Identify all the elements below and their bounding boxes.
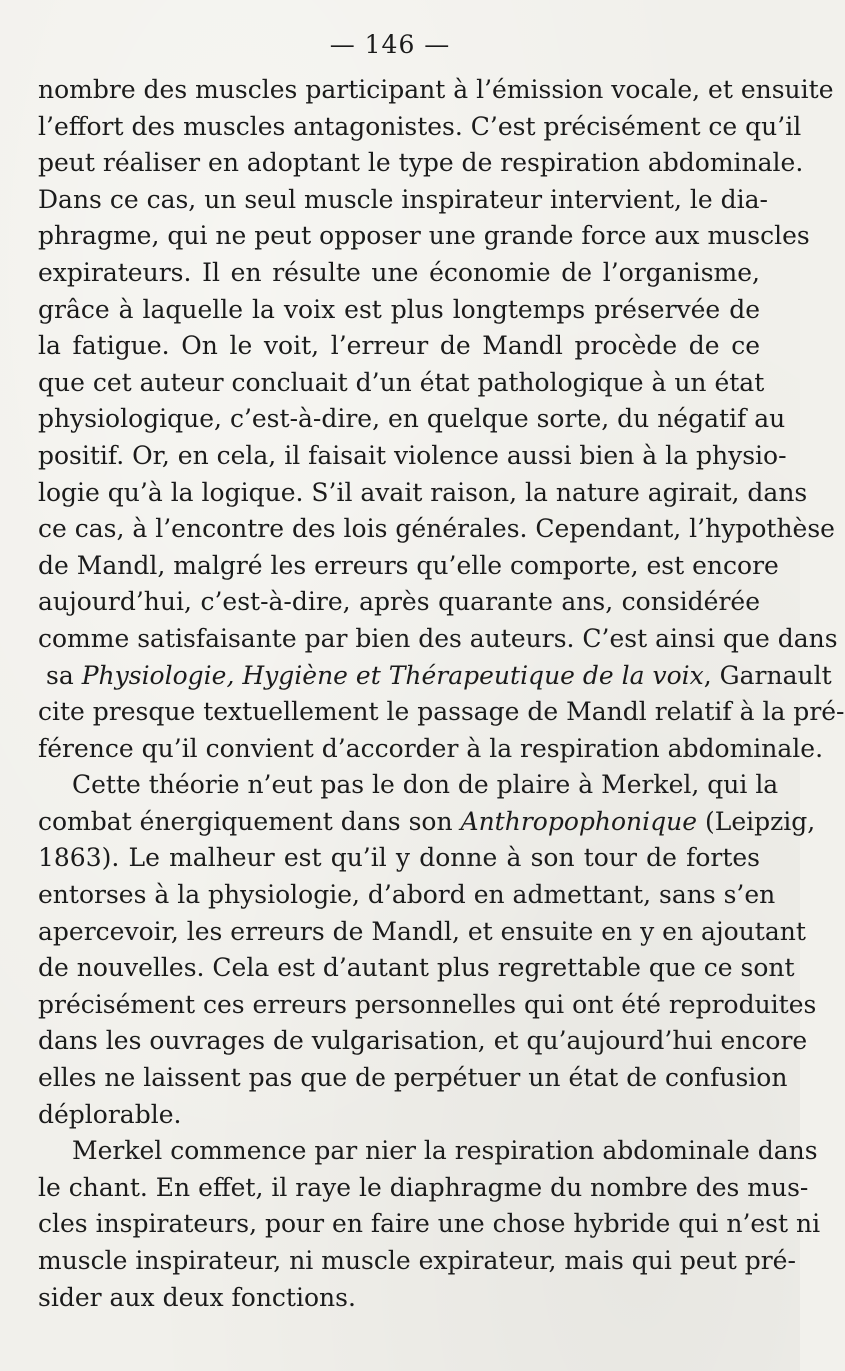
book-title-italic: Physiologie, Hygiène et Thérapeutique de la voix: [81, 660, 704, 690]
text-line: le chant. En effet, il raye le diaphragme du nombre des mus-: [38, 1172, 809, 1202]
text-line: cite presque textuellement le passage de Mandl relatif à la pré-: [38, 697, 845, 727]
text-line: muscle inspirateur, ni muscle expirateur, mais qui peut pré-: [38, 1246, 796, 1275]
text-line: férence qu’il convient d’accorder à la respiration abdominale.: [38, 733, 824, 763]
text-line: grâce à laquelle la voix est plus longtemps préservée de: [38, 294, 760, 324]
page-number: — 146 —: [329, 30, 451, 59]
paragraph-1: [38, 72, 845, 767]
text-line: la fatigue. On le voit, l’erreur de Mandl procède de ce: [38, 331, 760, 361]
text-line: expirateurs. Il en résulte une économie de l’organisme,: [38, 257, 760, 287]
text-line: l’effort des muscles antagonistes. C’est précisément ce qu’il: [38, 111, 802, 141]
text-span: (Leipzig,: [697, 806, 816, 836]
text-line: dans les ouvrages de vulgarisation, et qu’aujourd’hui encore: [38, 1026, 808, 1056]
text-line: nombre des muscles participant à l’émission vocale, et ensuite: [38, 75, 834, 104]
text-line: ce cas, à l’encontre des lois générales. Cependant, l’hypothèse: [38, 514, 835, 544]
text-line: apercevoir, les erreurs de Mandl, et ensuite en y en ajoutant: [38, 916, 806, 946]
text-line: cles inspirateurs, pour en faire une chose hybride qui n’est ni: [38, 1209, 821, 1239]
text-span: sa: [46, 660, 82, 690]
text-line: précisément ces erreurs personnelles qui ont été reproduites: [38, 989, 817, 1019]
text-line: peut réaliser en adoptant le type de respiration abdominale.: [38, 148, 804, 178]
text-line: positif. Or, en cela, il faisait violence aussi bien à la physio-: [38, 440, 787, 470]
text-line: de Mandl, malgré les erreurs qu’elle comporte, est encore: [38, 550, 779, 580]
text-line: entorses à la physiologie, d’abord en admettant, sans s’en: [38, 880, 776, 910]
book-title-italic: Anthropophonique: [460, 806, 698, 836]
body-text: [38, 72, 845, 1316]
text-line: elles ne laissent pas que de perpétuer un état de confusion: [38, 1063, 788, 1093]
text-line: Merkel commence par nier la respiration abdominale dans: [72, 1136, 818, 1166]
text-line: Dans ce cas, un seul muscle inspirateur intervient, le dia-: [38, 184, 768, 214]
text-line: sider aux deux fonctions.: [38, 1282, 356, 1312]
text-line: que cet auteur concluait d’un état pathologique à un état: [38, 367, 765, 397]
text-line: physiologique, c’est-à-dire, en quelque sorte, du négatif au: [38, 404, 786, 434]
text-line-with-italic-title: [38, 658, 832, 695]
text-line: de nouvelles. Cela est d’autant plus regrettable que ce sont: [38, 953, 795, 983]
paragraph-3: [38, 1133, 821, 1316]
text-line: déplorable.: [38, 1099, 182, 1129]
text-line: Cette théorie n’eut pas le don de plaire à Merkel, qui la: [72, 770, 779, 800]
text-span: combat énergiquement dans son: [38, 806, 461, 836]
text-line: logie qu’à la logique. S’il avait raison, la nature agirait, dans: [38, 477, 808, 507]
text-line-with-italic-title: [38, 804, 816, 841]
paragraph-2: [38, 767, 817, 1133]
text-span: , Garnault: [703, 660, 832, 690]
text-line: aujourd’hui, c’est-à-dire, après quarante ans, considérée: [38, 587, 760, 617]
text-line: comme satisfaisante par bien des auteurs. C’est ainsi que dans: [38, 623, 838, 653]
text-line: 1863). Le malheur est qu’il y donne à son tour de fortes: [38, 843, 760, 873]
text-line: phragme, qui ne peut opposer une grande force aux muscles: [38, 221, 810, 251]
